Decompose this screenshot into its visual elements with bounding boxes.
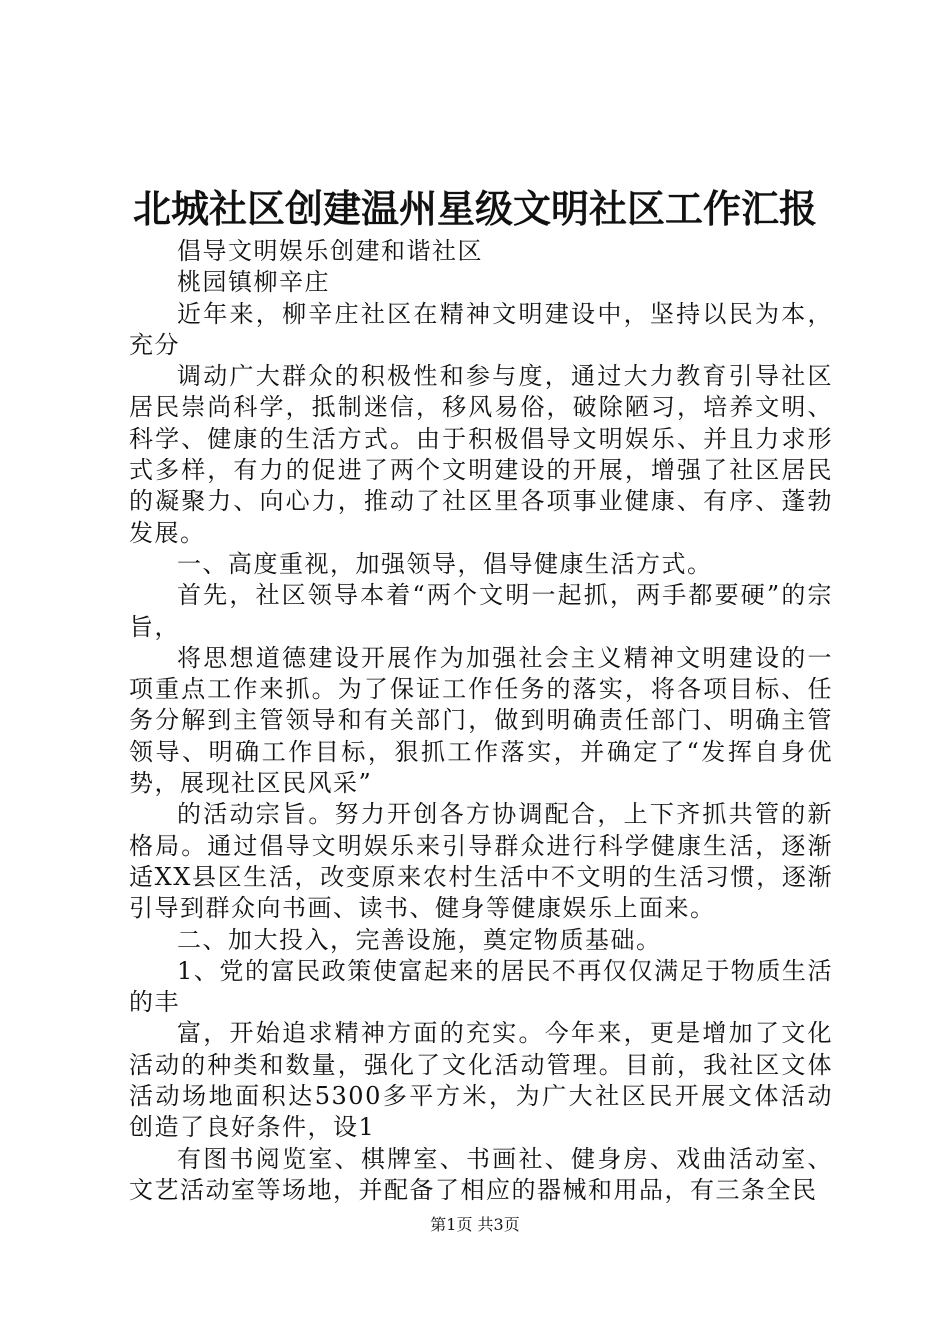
page-footer: 第1页 共3页 [430, 1215, 520, 1234]
body-paragraph: 调动广大群众的积极性和参与度，通过大力教育引导社区居民崇尚科学，抵制迷信，移风易俗，破除陋习，培养文明、科学、健康的生活方式。由于积极倡导文明娱乐、并且力求形式多样，有力的促进了两个文明建设的开展，增强了社区居民的凝聚力、向心力，推动了社区里各项事业健康、有序、蓬勃发展。 [129, 362, 833, 547]
location-paragraph: 桃园镇柳辛庄 [177, 268, 330, 297]
body-paragraph: 将思想道德建设开展作为加强社会主义精神文明建设的一项重点工作来抓。为了保证工作任务的落实，将各项目标、任务分解到主管领导和有关部门，做到明确责任部门、明确主管领导、明确工作目标，狠抓工作落实，并确定了“发挥自身优势，展现社区民风采” [129, 643, 833, 798]
document-title: 北城社区创建温州星级文明社区工作汇报 [132, 186, 817, 231]
body-paragraph: 的活动宗旨。努力开创各方协调配合，上下齐抓共管的新格局。通过倡导文明娱乐来引导群众进行科学健康生活，逐渐适XX县区生活，改变原来农村生活中不文明的生活习惯，逐渐引导到群众向书画、读书、健身等健康娱乐上面来。 [129, 800, 833, 923]
document-body [129, 236, 833, 1206]
body-paragraph: 有图书阅览室、棋牌室、书画社、健身房、戏曲活动室、文艺活动室等场地，并配备了相应的器械和用品，有三条全民 [129, 1144, 833, 1204]
section-heading: 一、高度重视，加强领导，倡导健康生活方式。 [177, 549, 713, 578]
body-paragraph: 首先，社区领导本着“两个文明一起抓，两手都要硬”的宗旨， [129, 581, 833, 641]
body-paragraph: 近年来，柳辛庄社区在精神文明建设中，坚持以民为本，充分 [129, 299, 833, 359]
body-paragraph: 1、党的富民政策使富起来的居民不再仅仅满足于物质生活的丰 [129, 956, 833, 1017]
body-paragraph: 富，开始追求精神方面的充实。今年来，更是增加了文化活动的种类和数量，强化了文化活动管理。目前，我社区文体活动场地面积达5300多平方米，为广大社区民开展文体活动创造了良好条件，设1 [129, 1019, 833, 1142]
section-heading: 二、加大投入，完善设施，奠定物质基础。 [177, 925, 662, 954]
subtitle-paragraph: 倡导文明娱乐创建和谐社区 [177, 237, 483, 265]
